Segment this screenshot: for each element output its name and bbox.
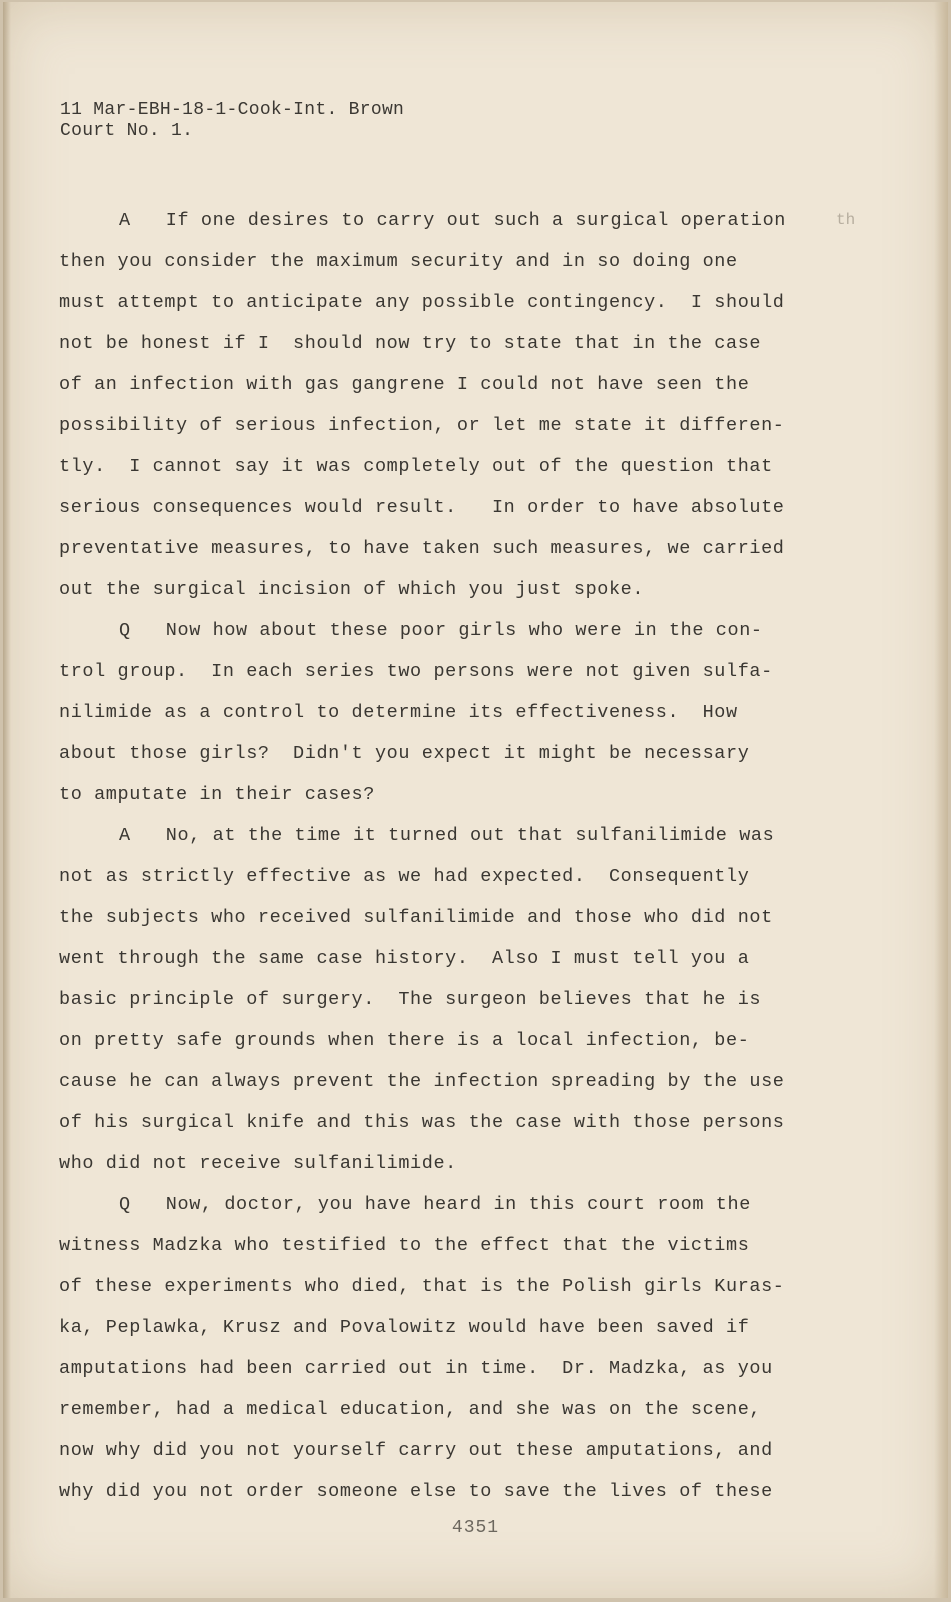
text-line: basic principle of surgery. The surgeon believes that he is bbox=[59, 989, 762, 1010]
text-line: preventative measures, to have taken such measures, we carried bbox=[59, 538, 785, 559]
text-line: cause he can always prevent the infection spreading by the use bbox=[59, 1071, 785, 1092]
document-header bbox=[60, 100, 404, 142]
text-line: of these experiments who died, that is the Polish girls Kuras- bbox=[59, 1276, 785, 1297]
text-line: out the surgical incision of which you just spoke. bbox=[59, 579, 645, 600]
text-line: the subjects who received sulfanilimide and those who did not bbox=[59, 907, 773, 928]
page-edge-right bbox=[934, 2, 948, 1598]
text-line: of an infection with gas gangrene I could not have seen the bbox=[59, 374, 750, 395]
testimony-body bbox=[59, 200, 819, 1512]
text-line: possibility of serious infection, or let me state it differen- bbox=[59, 415, 785, 436]
text-line: about those girls? Didn't you expect it might be necessary bbox=[59, 743, 750, 764]
text-line: not be honest if I should now try to state that in the case bbox=[59, 333, 762, 354]
page-number: 4351 bbox=[451, 1518, 500, 1538]
text-line: now why did you not yourself carry out these amputations, and bbox=[59, 1440, 773, 1461]
text-line: trol group. In each series two persons were not given sulfa- bbox=[59, 661, 773, 682]
text-line: tly. I cannot say it was completely out of the question that bbox=[59, 456, 773, 477]
document-page bbox=[3, 2, 948, 1598]
text-line: amputations had been carried out in time. Dr. Madzka, as you bbox=[59, 1358, 773, 1379]
text-line: A No, at the time it turned out that sulfanilimide was bbox=[119, 825, 775, 846]
text-line: must attempt to anticipate any possible contingency. I should bbox=[59, 292, 785, 313]
text-line: serious consequences would result. In order to have absolute bbox=[59, 497, 785, 518]
text-line: why did you not order someone else to save the lives of these bbox=[59, 1481, 773, 1502]
text-line: then you consider the maximum security and in so doing one bbox=[59, 251, 738, 272]
text-line: ka, Peplawka, Krusz and Povalowitz would have been saved if bbox=[59, 1317, 750, 1338]
text-line: witness Madzka who testified to the effect that the victims bbox=[59, 1235, 750, 1256]
text-line: to amputate in their cases? bbox=[59, 784, 375, 805]
text-line: on pretty safe grounds when there is a local infection, be- bbox=[59, 1030, 750, 1051]
header-reference-line: 11 Mar-EBH-18-1-Cook-Int. Brown bbox=[60, 100, 405, 120]
text-line: Q Now how about these poor girls who were in the con- bbox=[119, 620, 763, 641]
text-line: went through the same case history. Also I must tell you a bbox=[59, 948, 750, 969]
text-line: of his surgical knife and this was the case with those persons bbox=[59, 1112, 785, 1133]
text-line: nilimide as a control to determine its effectiveness. How bbox=[59, 702, 738, 723]
text-line: remember, had a medical education, and she was on the scene, bbox=[59, 1399, 762, 1420]
text-line: not as strictly effective as we had expected. Consequently bbox=[59, 866, 750, 887]
header-court-line: Court No. 1. bbox=[60, 121, 194, 141]
text-line: Q Now, doctor, you have heard in this court room the bbox=[119, 1194, 751, 1215]
page-edge-left bbox=[3, 2, 11, 1598]
text-line: who did not receive sulfanilimide. bbox=[59, 1153, 457, 1174]
margin-note: th bbox=[836, 211, 856, 229]
text-line: A If one desires to carry out such a surgical operation bbox=[119, 210, 787, 231]
